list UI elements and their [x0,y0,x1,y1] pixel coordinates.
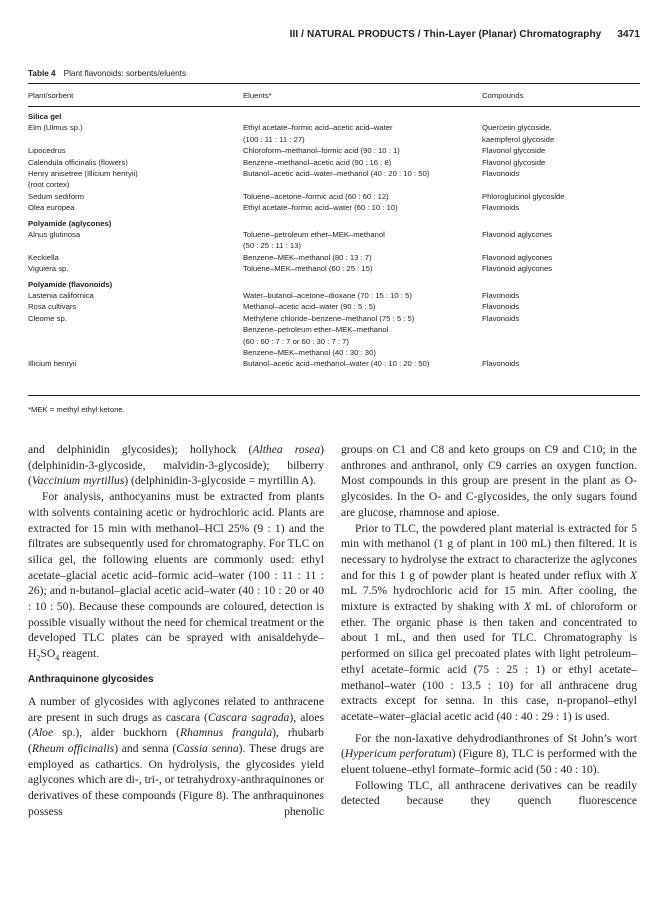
cell-compound: Flavonoid aglycones [482,230,553,239]
cell-compound: Flavonoid aglycones [482,264,553,274]
cell-eluent: Methanol–acetic acid–water (90 : 5 : 5) [243,302,376,312]
column-header-plant: Plant/sorbent [28,91,74,100]
right-paragraph-3: For the non-laxative dehydrodianthrones of St John’s wort (Hypericum perforatum) (Figure 8), TLC is performed with the eluent toluene–ethyl formate–formic acid (50 : 40 : 10). [341,731,637,777]
cell-eluent: Ethyl acetate–formic acid–water (60 : 10 : 10) [243,203,398,213]
cell-eluent: Water–butanol–acetone–dioxane (70 : 15 : 10 : 5) [243,291,412,300]
cell-eluent: Butanol–acetic acid–methanol–water (40 : 10 : 20 : 50) [243,359,430,369]
right-paragraph-1: groups on C1 and C8 and keto groups on C9 and C10; in the anthrones and anthranol, only C9 carries an oxygen function. Most compounds in this group are present in the plant as O-glycosides. In the O- and C-glycosides, the only sugars found are glucose, rhamnose and apiose. [341,443,637,519]
page-number: 3471 [617,29,640,40]
left-paragraph-3: A number of glycosides with aglycones related to anthracene are present in such drugs as cascara (Cascara sagrada), aloes (Aloe sp.), alder buckhorn (Rhamnus frangula), rhubarb (Rheum officinalis) and senna (Cassia senna). These drugs are employed as cathartics. On hydrolysis, the glycosides yield aglycones which are di-, tri-, or tetrahydroxy-anthraquinones or derivatives of these compounds (Figure 8). The anthraquinones possess phenolic [28,694,325,818]
left-paragraph-1: and delphinidin glycosides); hollyhock (Althea rosea) (delphinidin-3-glycoside, malvidin-3-glycoside); bilberry (Vaccinium myrtillus) (delphinidin-3-glycoside = myrtillin A). [28,443,325,488]
table-label: Table 4 [28,69,56,78]
cell-compound: Flavonoids [482,313,520,323]
cell-plant: Viguiera sp. [28,264,69,274]
cell-plant: Sedum sediform [28,191,84,201]
cell-plant: Rosa cultivars [28,302,77,312]
cell-compound: Flavonoids [482,302,520,312]
table-top-rule [28,83,640,84]
cell-eluent: Methylene chloride–benzene–methanol (75 : 5 : 5) [243,313,415,323]
cell-eluent: Chloroform–methanol–formic acid (90 : 10 : 1) [243,146,400,156]
table-section-heading: Silica gel [28,112,62,121]
right-column [341,442,637,809]
table-section-heading: Polyamide (flavonoids) [28,279,113,289]
running-title: III / NATURAL PRODUCTS / Thin-Layer (Planar) Chromatography [289,29,602,40]
cell-plant: (root cortex) [28,180,70,190]
cell-eluent: Toluene–MEK–methanol (60 : 25 : 15) [243,264,373,274]
cell-plant: Lastenia californica [28,291,94,300]
cell-plant: Keckiella [28,252,59,262]
cell-compound: Flavonol glycoside [482,146,546,156]
cell-plant: Lipocedrus [28,146,66,156]
right-paragraph-2: Prior to TLC, the powdered plant material is extracted for 5 min with methanol (1 g of plant in 100 mL) then filtered. It is necessary to hydrolyse the extract to characterize the aglycones and for this 1 g of powder plant is heated under reflux with X mL 7.5% hydrochloric acid for 15 min. After cooling, the mixture is extracted by shaking with X mL of chloroform or ether. The organic phase is then taken and concentrated to about 1 mL, and then used for TLC. Chromatography is performed on silica gel precoated plates with light petroleum–ethyl acetate–formic acid (75 : 25 : 1) or ethyl acetate–methanol–water (100 : 13.5 : 10) for all anthracene drug extracts except for senna. In this case, n-propanol–ethyl acetate–water–glacial acetic acid (40 : 40 : 29 : 1) is used. [341,521,638,723]
running-head [28,29,640,40]
section-heading: Anthraquinone glycosides [28,674,154,686]
cell-compound: kaempferol glycoside [482,134,555,144]
cell-eluent: (100 : 11 : 11 : 27) [243,134,305,144]
cell-eluent: Toluene–petroleum ether–MEK–methanol [243,230,385,239]
table-caption-text: Plant flavonoids: sorbents/eluents [63,69,187,78]
cell-plant: Elm (Ulmus sp.) [28,123,83,133]
cell-eluent: (50 : 25 : 11 : 13) [243,241,301,251]
cell-eluent: Benzene–methanol–acetic acid (90 : 16 : 8) [243,157,392,167]
cell-eluent: (60 : 60 : 7 : 7 or 60 : 30 : 7 : 7) [243,336,349,346]
cell-compound: Flavonoids [482,169,520,178]
cell-eluent: Benzene–MEK–methanol (40 : 30 : 30) [243,348,376,357]
cell-compound: Flavonoids [482,203,520,213]
cell-plant: Illicium henryii [28,359,77,369]
cell-eluent: Ethyl acetate–formic acid–acetic acid–water [243,123,393,133]
cell-plant: Alnus glutinosa [28,230,81,239]
cell-plant: Henry anisetree (Illicium henryii) [28,169,138,178]
left-column [28,442,324,819]
cell-plant: Olea europea [28,203,75,213]
cell-compound: Phloroglucinol glycoside [482,191,565,201]
table-header-rule [28,106,640,107]
cell-compound: Flavonoids [482,359,520,369]
table-bottom-rule [28,395,640,396]
table-footnote: *MEK = methyl ethyl ketone. [28,405,125,414]
table-section-heading: Polyamide (aglycones) [28,218,112,228]
cell-eluent: Toluene–acetone–formic acid (60 : 60 : 12) [243,191,389,201]
column-header-compounds: Compounds [482,91,524,100]
cell-compound: Quercetin glycoside, [482,123,552,133]
column-header-eluents: Eluents* [243,91,272,100]
cell-compound: Flavonoid aglycones [482,252,553,262]
left-paragraph-2: For analysis, anthocyanins must be extracted from plants with solvents containing acetic or hydrochloric acid. Plants are extracted for 15 min with methanol–HCl 25% (9 : 1) and the filtrates are subsequently used for chromatography. For TLC on silica gel, the following eluents are commonly used: ethyl acetate–glacial acetic acid–formic acid–water (100 : 11 : 11 : 26); and n-butanol–glacial acetic acid–water (40 : 10 : 20 or 40 : 10 : 50). Because these compounds are coloured, detection is possible visually without the need for chemical treatment or the developed TLC plates can be sprayed with anisaldehyde–$H_2SO_4$ reagent. [28,490,324,663]
right-paragraph-4: Following TLC, all anthracene derivatives can be readily detected because they quench fluorescence [341,778,637,808]
cell-eluent: Benzene–petroleum ether–MEK–methanol [243,325,389,335]
cell-eluent: Benzene–MEK–methanol (80 : 13 : 7) [243,252,372,262]
cell-compound: Flavonol glycoside [482,157,546,167]
cell-eluent: Butanol–acetic acid–water–methanol (40 : 20 : 10 : 50) [243,169,430,178]
cell-plant: Calendula officinalis (flowers) [28,157,128,167]
cell-compound: Flavonoids [482,291,520,300]
cell-plant: Cleome sp. [28,313,67,323]
table-caption [28,69,186,78]
